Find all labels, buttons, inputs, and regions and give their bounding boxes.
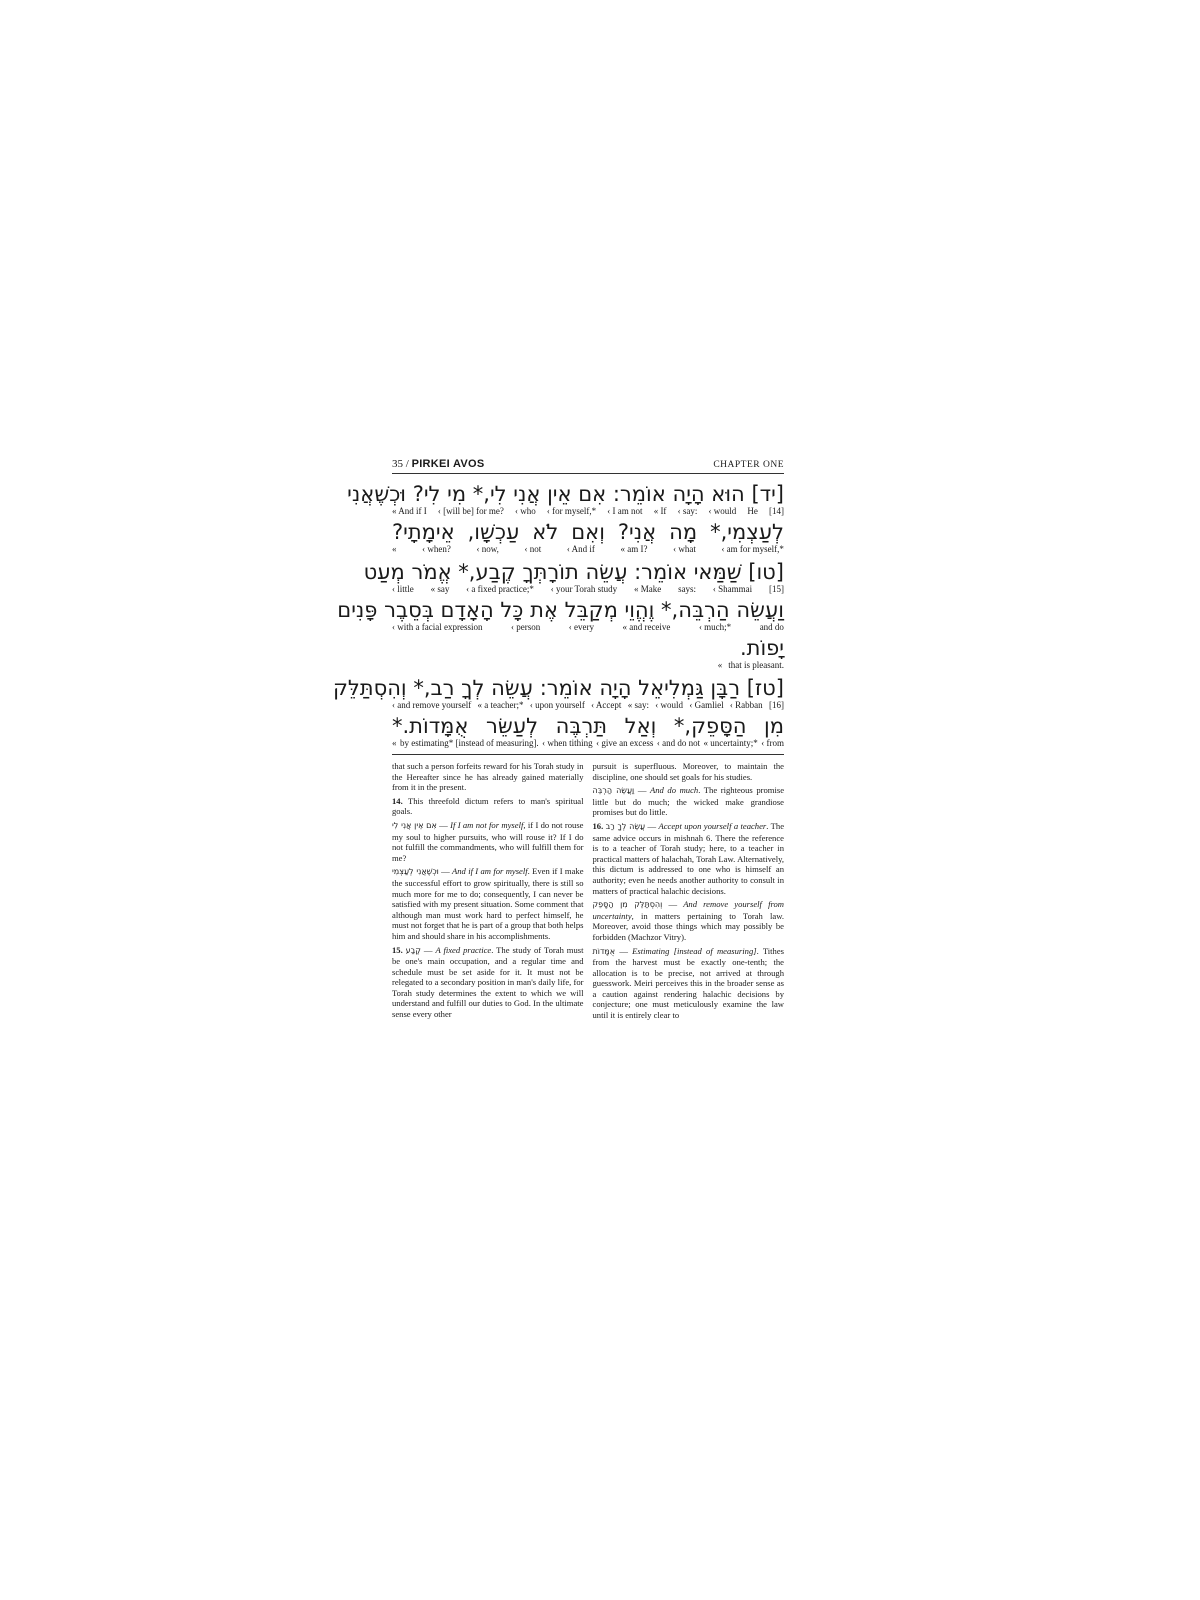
gloss-word: ‹ upon yourself <box>529 700 585 710</box>
gloss-word: « say: <box>627 700 649 710</box>
gloss-word: ‹ Accept <box>591 700 622 710</box>
gloss-word: ‹ I am not <box>607 506 643 516</box>
gloss-word: ‹ from <box>761 738 784 748</box>
gloss-word: and do <box>759 622 784 632</box>
gloss-word: [14] <box>769 506 784 516</box>
gloss-line <box>392 584 784 594</box>
gloss-word: ‹ give an excess <box>596 738 654 748</box>
hebrew-line: יָפוֹת. <box>739 636 784 660</box>
hebrew-line: [טז] רַבָּן גַּמְלִיאֵל הָיָה אוֹמֵר: עֲשֵׂה לְךָ רַב,* וְהִסְתַּלֵּק <box>332 676 784 700</box>
commentary-paragraph: 16. עֲשֵׂה לְךָ רַב — Accept upon yourself a teacher. The same advice occurs in mishnah 6. There the reference is to a teacher of Torah study; here, to a teacher in practical matters of halachah, Torah Law. Alternatively, this dictum is addressed to one who is himself an authority; even he needs another authority to consult in matters of practical halachic decisions. <box>592 820 785 896</box>
hebrew-line: [טו] שַׁמַּאי אוֹמֵר: עֲשֵׂה תוֹרָתְּךָ קֶבַע,* אֱמֹר מְעַט <box>363 560 784 584</box>
gloss-word: « am I? <box>620 544 648 554</box>
gloss-line <box>392 738 784 748</box>
commentary-paragraph: that such a person forfeits reward for his Torah study in the Hereafter since he has already gained materially from it in the present. <box>392 761 584 793</box>
gloss-word: ‹ your Torah study <box>550 584 618 594</box>
gloss-word: ‹ Gamliel <box>689 700 724 710</box>
gloss-word: ‹ every <box>568 622 594 632</box>
gloss-word: says: <box>678 584 697 594</box>
book-title: PIRKEI AVOS <box>411 458 485 470</box>
gloss-word: ‹ much;* <box>698 622 732 632</box>
commentary-paragraph: וְהִסְתַּלֵּק מִן הַסָּפֵק — And remove yourself from uncertainty, in matters pertaining to Torah law. Moreover, avoid those things which may possibly be forbidden (Machzor Vitry). <box>592 899 784 942</box>
gloss-word: « <box>717 660 723 670</box>
gloss-word: ‹ who <box>515 506 536 516</box>
gloss-word: ‹ am for myself,* <box>721 544 784 554</box>
gloss-word: ‹ not <box>524 544 542 554</box>
mishnah-block <box>347 482 784 554</box>
book-page <box>332 458 785 1024</box>
gloss-word: ‹ Shammai <box>712 584 753 594</box>
divider <box>392 754 784 755</box>
gloss-word: ‹ little <box>392 584 414 594</box>
running-header <box>392 458 784 474</box>
commentary-paragraph: וַעֲשֵׂה הַרְבֵּה — And do much. The righteous promise little but do much; the wicked make grandiose promises but do little. <box>592 785 785 818</box>
gloss-line <box>392 544 784 554</box>
chapter-label: CHAPTER ONE <box>713 460 784 470</box>
gloss-word: He <box>747 506 758 516</box>
mishnah-block <box>337 560 784 670</box>
gloss-word: by estimating* [instead of measuring]. <box>399 738 539 748</box>
gloss-word: « and receive <box>622 622 671 632</box>
gloss-word: ‹ Rabban <box>729 700 763 710</box>
gloss-word: ‹ And if <box>566 544 595 554</box>
gloss-word: « If <box>653 506 667 516</box>
commentary-paragraph: וּכְשֶׁאֲנִי לְעַצְמִי — And if I am for myself. Even if I make the successful effort to grow spiritually, there is still so much more for me to do; consequently, I can never be satisfied with my present situation. Some comment that although man must work hard to perfect himself, he must not forget that he is part of a group that both helps him and should share in his accomplishments. <box>392 866 584 941</box>
commentary-paragraph: אִם אֵין אֲנִי לִי — If I am not for myself, if I do not rouse my soul to higher pursuits, who will rouse it? If I do not fulfill the commandments, who will fulfill them for me? <box>392 819 584 863</box>
gloss-word: ‹ and remove yourself <box>392 700 472 710</box>
gloss-word: « a teacher;* <box>477 700 524 710</box>
hebrew-line: לְעַצְמִי,* מָה אֲנִי? וְאִם לֹא עַכְשָׁו, אֵימָתָי? <box>392 520 784 544</box>
gloss-line <box>392 506 784 516</box>
gloss-word: ‹ what <box>673 544 696 554</box>
gloss-word: that is pleasant. <box>728 660 784 670</box>
gloss-word: ‹ with a facial expression <box>392 622 483 632</box>
gloss-word: ‹ for myself,* <box>546 506 597 516</box>
gloss-word: ‹ a fixed practice;* <box>466 584 534 594</box>
gloss-word: « say <box>430 584 450 594</box>
gloss-word: « <box>392 544 397 554</box>
gloss-word: « <box>392 738 397 748</box>
gloss-word: ‹ would <box>708 506 737 516</box>
commentary-left-column <box>392 761 584 1024</box>
gloss-word: ‹ when? <box>422 544 451 554</box>
gloss-word: « Make <box>633 584 662 594</box>
gloss-word: ‹ when tithing <box>542 738 593 748</box>
gloss-word: ‹ person <box>510 622 541 632</box>
commentary <box>392 761 784 1024</box>
commentary-paragraph: pursuit is superfluous. Moreover, to maintain the discipline, one should set goals for his studies. <box>592 761 784 782</box>
gloss-word: ‹ [will be] for me? <box>437 506 504 516</box>
gloss-word: ‹ and do not <box>656 738 701 748</box>
gloss-word: ‹ now, <box>476 544 499 554</box>
hebrew-line: מִן הַסָּפֵק,* וְאַל תַּרְבֶּה לְעַשֵּׂר אֻמָּדוֹת.* <box>392 714 784 738</box>
hebrew-line: וַעֲשֵׂה הַרְבֵּה,* וֶהֱוֵי מְקַבֵּל אֶת כָּל הָאָדָם בְּסֵבֶר פָּנִים <box>337 598 784 622</box>
page-number: 35 <box>392 458 403 470</box>
gloss-word: « uncertainty;* <box>703 738 758 748</box>
commentary-paragraph: 14. This threefold dictum refers to man's spiritual goals. <box>392 795 584 817</box>
commentary-right-column <box>593 761 785 1024</box>
gloss-word: [16] <box>768 700 784 710</box>
commentary-paragraph: אֻמָּדוֹת — Estimating [instead of measuring]. Tithes from the harvest must be exactly one-tenth; the allocation is to be precise, not arrived at through guesswork. Meiri perceives this in the broader sense as a caution against rendering halachic decisions by conjecture; one must meticulously examine the law until it is entirely clear to <box>592 945 784 1021</box>
mishnah-text <box>332 482 784 748</box>
page-title: 35 / PIRKEI AVOS <box>392 458 485 470</box>
commentary-paragraph: 15. קֶבַע — A fixed practice. The study of Torah must be one's main occupation, and a regular time and schedule must be set aside for it. It must not be relegated to a secondary position in man's daily life, for Torah study determines the extent to which we will understand and fulfill our duties to God. In the ultimate sense every other <box>392 944 584 1020</box>
gloss-word: « And if I <box>392 506 427 516</box>
gloss-word: ‹ say: <box>677 506 698 516</box>
gloss-line <box>392 700 784 710</box>
gloss-line <box>392 622 784 632</box>
hebrew-line: [יד] הוּא הָיָה אוֹמֵר: אִם אֵין אֲנִי לִי,* מִי לִי? וּכְשֶׁאֲנִי <box>347 482 784 506</box>
gloss-word: [15] <box>768 584 784 594</box>
gloss-word: ‹ would <box>655 700 684 710</box>
gloss-line <box>392 660 784 670</box>
mishnah-block <box>332 676 784 748</box>
